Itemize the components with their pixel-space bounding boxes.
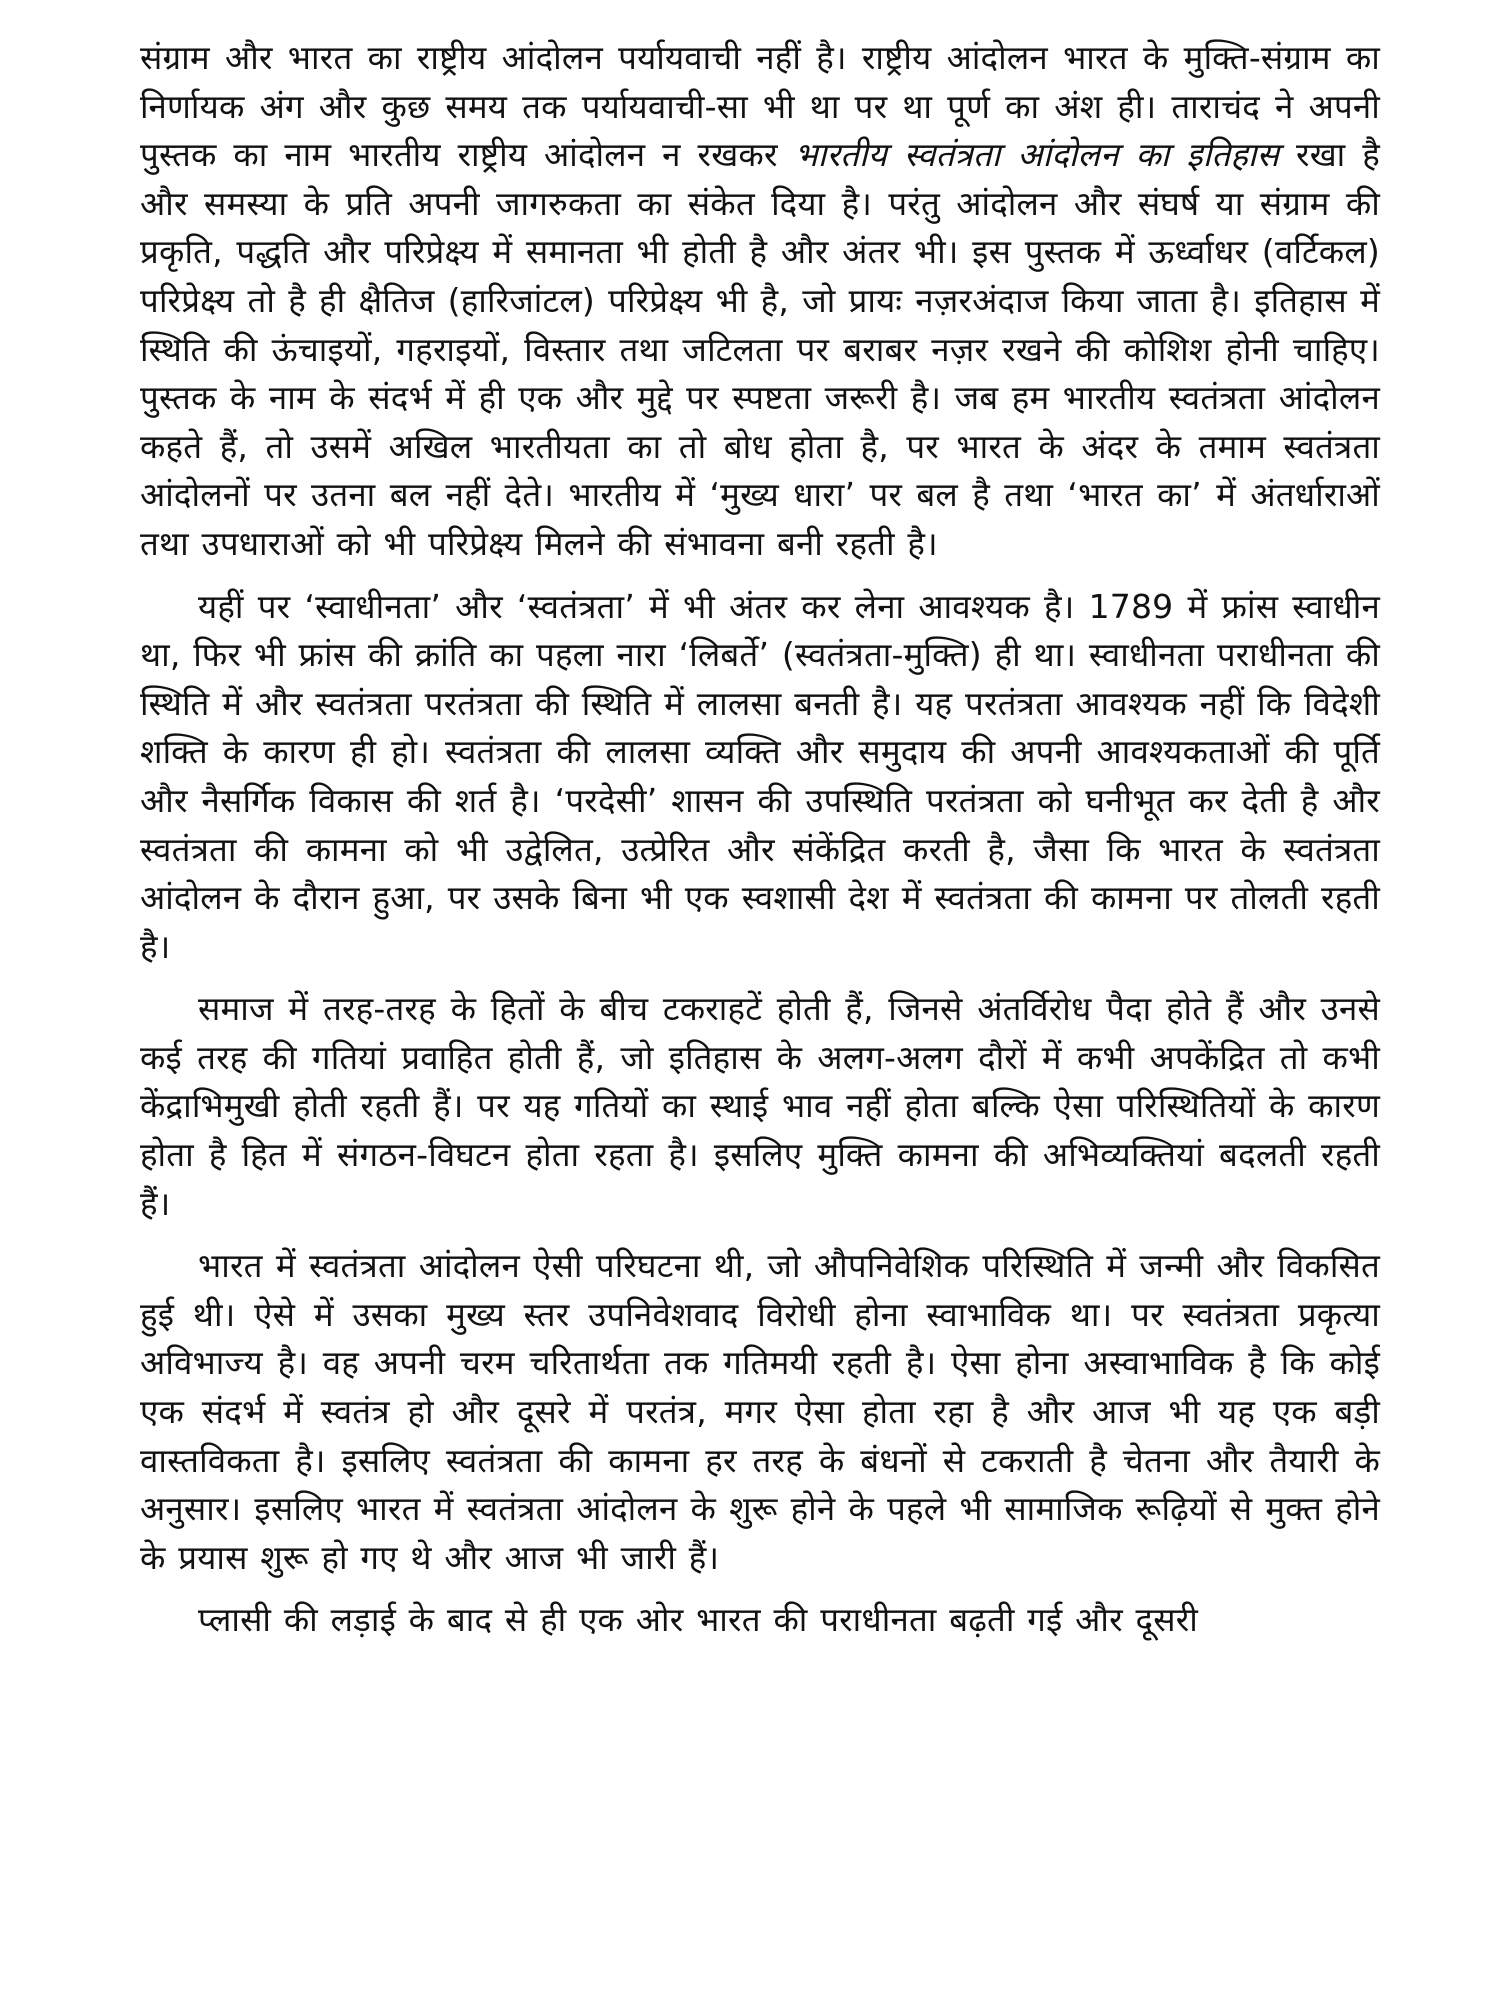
paragraph-5: प्लासी की लड़ाई के बाद से ही एक ओर भारत की पराधीनता बढ़ती गई और दूसरी [198, 1600, 1198, 1640]
book-title-italic: भारतीय स्वतंत्रता आंदोलन का इतिहास [794, 135, 1280, 175]
paragraph-1-text-b: रखा है और समस्या के प्रति अपनी जागरुकता का संकेत दिया है। परंतु आंदोलन और संघर्ष या संग्राम की प्रकृति, पद्धति और परिप्रेक्ष्य में समानता भी होती है और अंतर भी। इस पुस्तक में ऊर्ध्वाधर (वर्टिकल) परिप्रेक्ष्य तो है ही क्षैतिज (हारिजांटल) परिप्रेक्ष्य भी है, जो प्रायः नज़रअंदाज किया जाता है। इतिहास में स्थिति की ऊंचाइयों, गहराइयों, विस्तार तथा जटिलता पर बराबर नज़र रखने की कोशिश होनी चाहिए। पुस्तक के नाम के संदर्भ में ही एक और मुद्दे पर स्पष्टता जरूरी है। जब हम भारतीय स्वतंत्रता आंदोलन कहते हैं, तो उसमें अखिल भारतीयता का तो बोध होता है, पर भारत के अंदर के तमाम स्वतंत्रता आंदोलनों पर उतना बल नहीं देते। भारतीय में ‘मुख्य धारा’ पर बल है तथा ‘भारत का’ में अंतर्धाराओं तथा उपधाराओं को भी परिप्रेक्ष्य मिलने की संभावना बनी रहती है। [140, 135, 1381, 563]
body-text [140, 34, 1380, 1659]
paragraph-1 [140, 34, 1380, 569]
paragraph-2: यहीं पर ‘स्वाधीनता’ और ‘स्वतंत्रता’ में भी अंतर कर लेना आवश्यक है। 1789 में फ्रांस स्वाधीन था, फिर भी फ्रांस की क्रांति का पहला नारा ‘लिबर्ते’ (स्वतंत्रता-मुक्ति) ही था। स्वाधीनता पराधीनता की स्थिति में और स्वतंत्रता परतंत्रता की स्थिति में लालसा बनती है। यह परतंत्रता आवश्यक नहीं कि विदेशी शक्ति के कारण ही हो। स्वतंत्रता की लालसा व्यक्ति और समुदाय की अपनी आवश्यकताओं की पूर्ति और नैसर्गिक विकास की शर्त है। ‘परदेसी’ शासन की उपस्थिति परतंत्रता को घनीभूत कर देती है और स्वतंत्रता की कामना को भी उद्वेलित, उत्प्रेरित और संकेंद्रित करती है, जैसा कि भारत के स्वतंत्रता आंदोलन के दौरान हुआ, पर उसके बिना भी एक स्वशासी देश में स्वतंत्रता की कामना पर तोलती रहती है। [140, 586, 1380, 966]
paragraph-1-text-a: संग्राम और भारत का राष्ट्रीय आंदोलन पर्यायवाची नहीं है। राष्ट्रीय आंदोलन भारत के मुक्ति-संग्राम का निर्णायक अंग और कुछ समय तक पर्यायवाची-सा भी था पर था पूर्ण का अंश ही। ताराचंद ने अपनी पुस्तक का नाम भारतीय राष्ट्रीय आंदोलन न रखकर [140, 38, 1380, 175]
paragraph-3: समाज में तरह-तरह के हितों के बीच टकराहटें होती हैं, जिनसे अंतर्विरोध पैदा होते हैं और उनसे कई तरह की गतियां प्रवाहित होती हैं, जो इतिहास के अलग-अलग दौरों में कभी अपकेंद्रित तो कभी केंद्राभिमुखी होती रहती हैं। पर यह गतियों का स्थाई भाव नहीं होता बल्कि ऐसा परिस्थितियों के कारण होता है हित में संगठन-विघटन होता रहता है। इसलिए मुक्ति कामना की अभिव्यक्तियां बदलती रहती हैं। [140, 989, 1380, 1223]
paragraph-4: भारत में स्वतंत्रता आंदोलन ऐसी परिघटना थी, जो औपनिवेशिक परिस्थिति में जन्मी और विकसित हुई थी। ऐसे में उसका मुख्य स्तर उपनिवेशवाद विरोधी होना स्वाभाविक था। पर स्वतंत्रता प्रकृत्या अविभाज्य है। वह अपनी चरम चरितार्थता तक गतिमयी रहती है। ऐसा होना अस्वाभाविक है कि कोई एक संदर्भ में स्वतंत्र हो और दूसरे में परतंत्र, मगर ऐसा होता रहा है और आज भी यह एक बड़ी वास्तविकता है। इसलिए स्वतंत्रता की कामना हर तरह के बंधनों से टकराती है चेतना और तैयारी के अनुसार। इसलिए भारत में स्वतंत्रता आंदोलन के शुरू होने के पहले भी सामाजिक रूढ़ियों से मुक्त होने के प्रयास शुरू हो गए थे और आज भी जारी हैं। [140, 1246, 1380, 1577]
